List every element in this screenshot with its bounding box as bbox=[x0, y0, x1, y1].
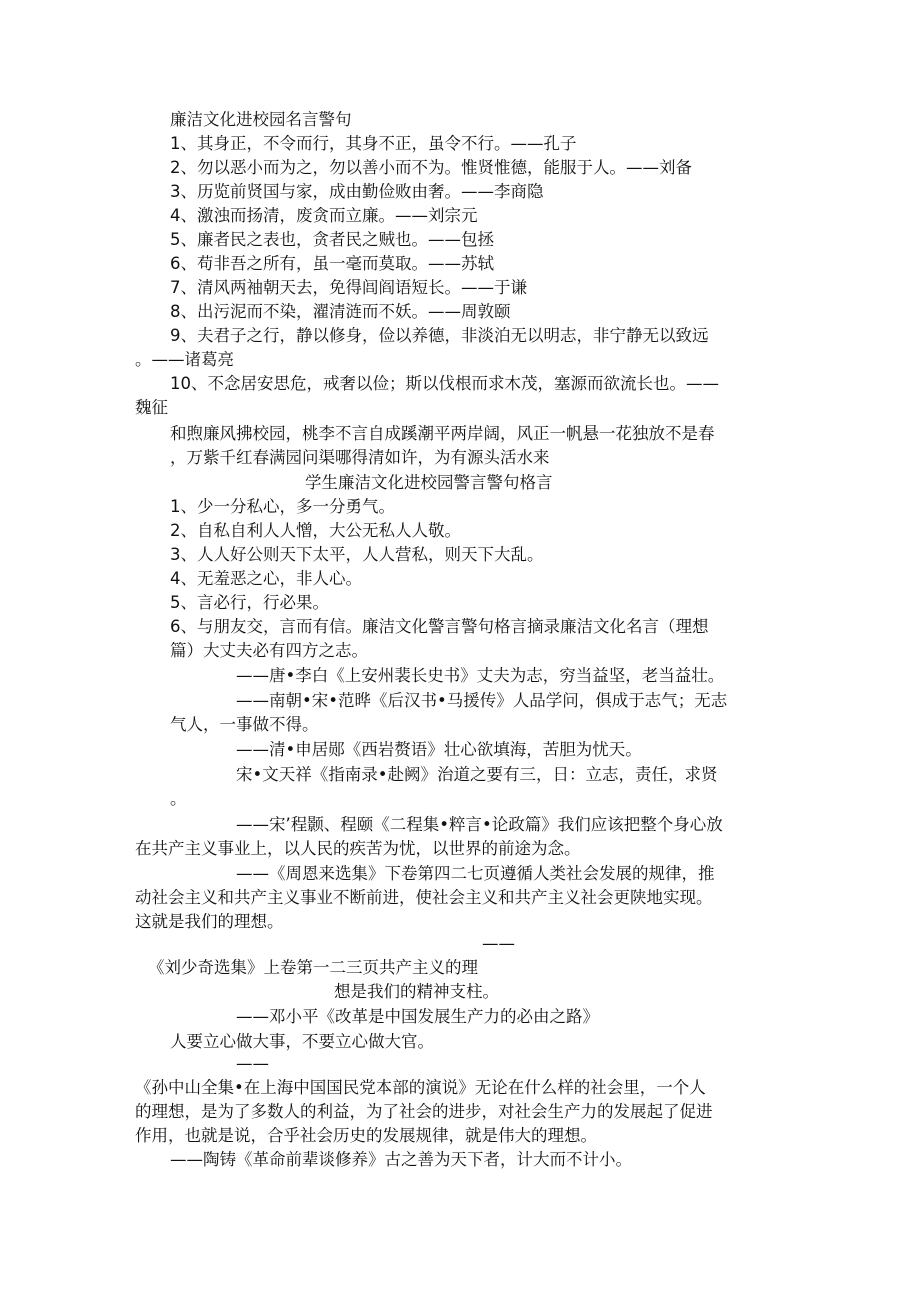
reference-line: ——清•申居郧《西岩赘语》壮心欲填海，苦胆为忧天。 bbox=[236, 740, 642, 759]
quote-line: 10、不念居安思危，戒奢以俭；斯以伐根而求木茂，塞源而欲流长也。—— bbox=[170, 374, 719, 393]
quote-line: 魏征 bbox=[135, 398, 168, 417]
reference-line: 《刘少奇选集》上卷第一二三页共产主义的理 bbox=[148, 958, 478, 977]
motto-line: 1、少一分私心，多一分勇气。 bbox=[170, 497, 395, 516]
quote-line: 8、出污泥而不染，濯清涟而不妖。——周敦颐 bbox=[170, 302, 511, 321]
quote-line: 3、历览前贤国与家，成由勤俭败由奢。——李商隐 bbox=[170, 182, 544, 201]
reference-line: 的理想，是为了多数人的利益，为了社会的进步，对社会生产力的发展起了促进 bbox=[135, 1102, 713, 1121]
heading-title-2: 学生廉洁文化进校园警言警句格言 bbox=[305, 473, 553, 492]
reference-line: 这就是我们的理想。 bbox=[135, 912, 284, 931]
motto-line: 5、言必行，行必果。 bbox=[170, 593, 329, 612]
reference-line: 在共产主义事业上，以人民的疾苦为忧，以世界的前途为念。 bbox=[135, 839, 581, 858]
paragraph-line: 和煦廉风拂校园，桃李不言自成蹊潮平两岸阔，风正一帆悬一花独放不是春 bbox=[170, 424, 715, 443]
paragraph-line: ，万紫千红春满园问渠哪得清如许，为有源头活水来 bbox=[170, 448, 550, 467]
quote-line: 5、廉者民之表也，贪者民之贼也。——包拯 bbox=[170, 230, 494, 249]
quote-line: 7、清风两袖朝天去，免得闾阎语短长。——于谦 bbox=[170, 278, 527, 297]
reference-line: 宋•文天祥《指南录•赴阙》治道之要有三，日：立志，责任，求贤 bbox=[236, 765, 718, 784]
reference-line: ——邓小平《改革是中国发展生产力的必由之路》 bbox=[236, 1007, 599, 1026]
quote-line: 6、苟非吾之所有，虽一毫而莫取。——苏轼 bbox=[170, 254, 494, 273]
quote-line: 。——诸葛亮 bbox=[135, 350, 234, 369]
quote-line: 4、激浊而扬清，废贪而立廉。——刘宗元 bbox=[170, 206, 478, 225]
dash-line: —— bbox=[482, 934, 515, 953]
motto-line: 4、无羞恶之心，非人心。 bbox=[170, 569, 362, 588]
reference-line: 动社会主义和共产主义事业不断前进，使社会主义和共产主义社会更陕地实现。 bbox=[135, 888, 713, 907]
motto-line: 2、自私自利人人憎，大公无私人人敬。 bbox=[170, 521, 461, 540]
reference-line: 《孙中山全集•在上海中国国民党本部的演说》无论在什么样的社会里，一个人 bbox=[135, 1078, 706, 1097]
reference-line: ——《周恩来选集》下卷第四二七页遵循人类社会发展的规律，推 bbox=[236, 864, 715, 883]
dash-line: —— bbox=[236, 1054, 269, 1073]
reference-line: 想是我们的精神支柱。 bbox=[334, 982, 499, 1001]
reference-line: ——唐•李白《上安州裴长史书》丈夫为志，穷当益坚，老当益壮。 bbox=[236, 666, 725, 685]
quote-line: 1、其身正，不令而行，其身不正，虽令不行。——孔子 bbox=[170, 134, 577, 153]
reference-line: ——陶铸《革命前辈谈修养》古之善为天下者，计大而不计小。 bbox=[170, 1150, 632, 1169]
motto-line: 篇）大丈夫必有四方之志。 bbox=[170, 641, 368, 660]
motto-line: 6、与朋友交，言而有信。廉洁文化警言警句格言摘录廉洁文化名言（理想 bbox=[170, 617, 709, 636]
motto-line: 3、人人好公则天下太平，人人营私，则天下大乱。 bbox=[170, 545, 544, 564]
heading-title-1: 廉洁文化进校园名言警句 bbox=[170, 110, 352, 129]
quote-line: 2、勿以恶小而为之，勿以善小而不为。惟贤惟德，能服于人。——刘备 bbox=[170, 158, 692, 177]
reference-line: 人要立心做大事，不要立心做大官。 bbox=[170, 1032, 434, 1051]
reference-line: 作用，也就是说，合乎社会历史的发展规律，就是伟大的理想。 bbox=[135, 1126, 597, 1145]
reference-line: 。 bbox=[170, 789, 187, 808]
reference-line: ——宋’程颢、程颐《二程集•粹言•论政篇》我们应该把整个身心放 bbox=[236, 815, 723, 834]
reference-line: 气人，一事做不得。 bbox=[170, 715, 319, 734]
quote-line: 9、夫君子之行，静以修身，俭以养德，非淡泊无以明志，非宁静无以致远 bbox=[170, 326, 709, 345]
reference-line: ——南朝•宋•范晔《后汉书•马援传》人品学问，俱成于志气；无志 bbox=[236, 691, 728, 710]
